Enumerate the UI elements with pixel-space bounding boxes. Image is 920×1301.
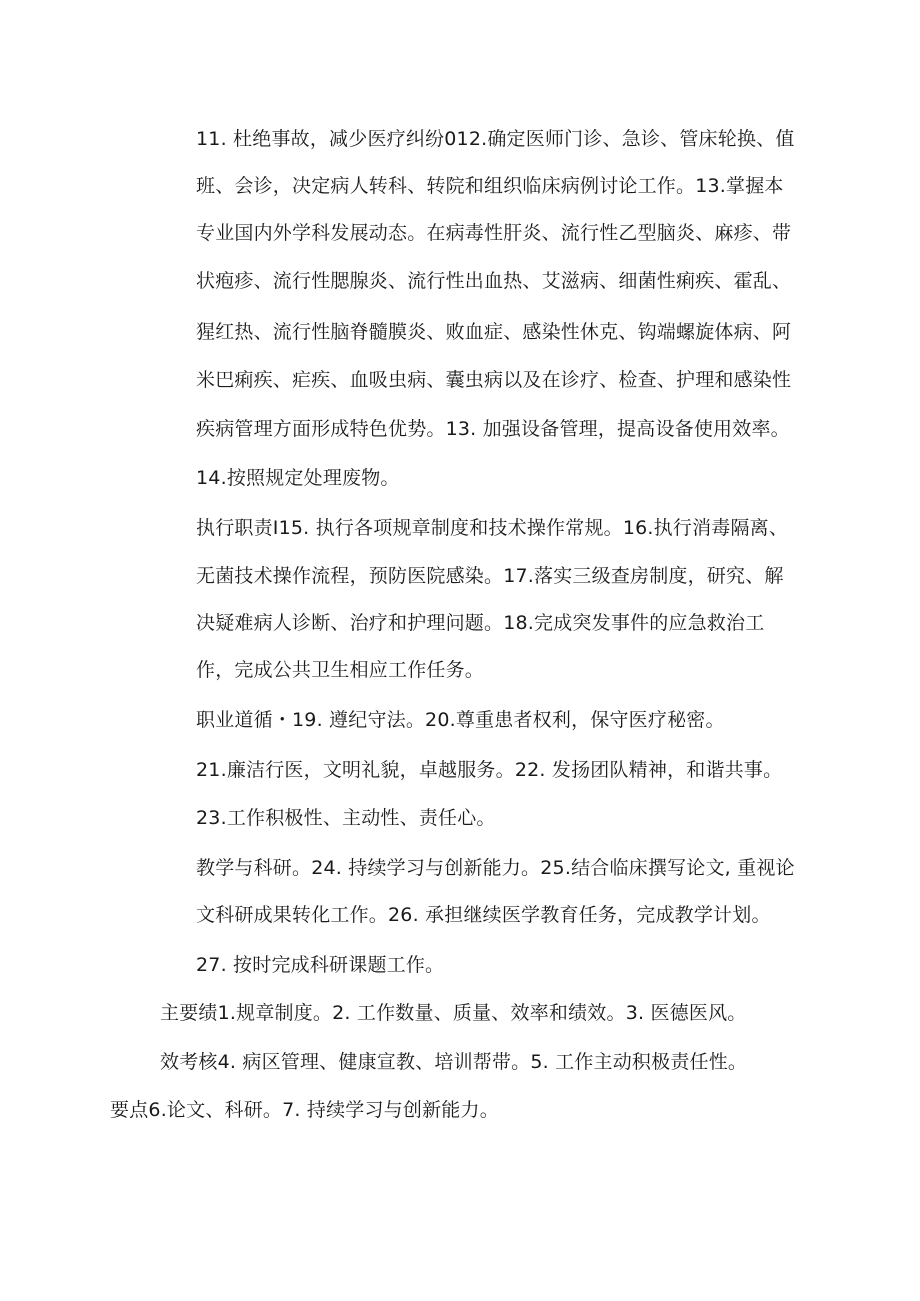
text-line: 无菌技术操作流程，预防医院感染。17.落实三级查房制度，研究、解	[196, 565, 784, 587]
text-line: 21.廉洁行医，文明礼貌，卓越服务。22. 发扬团队精神，和谐共事。	[196, 759, 783, 781]
text-line: 14.按照规定处理废物。	[196, 467, 400, 489]
text-line: 27. 按时完成科研课题工作。	[196, 954, 445, 976]
text-line: 专业国内外学科发展动态。在病毒性肝炎、流行性乙型脑炎、麻疹、带	[196, 222, 792, 244]
text-line: 执行职责I15. 执行各项规章制度和技术操作常规。16.执行消毒隔离、	[196, 517, 789, 539]
text-line: 猩红热、流行性脑脊髓膜炎、败血症、感染性休克、钩端螺旋体病、阿	[196, 321, 792, 343]
text-line: 作，完成公共卫生相应工作任务。	[196, 659, 485, 681]
text-line: 班、会诊，决定病人转科、转院和组织临床病例讨论工作。13.掌握本	[196, 175, 784, 197]
text-line: 疾病管理方面形成特色优势。13. 加强设备管理，提高设备使用效率。	[196, 418, 790, 440]
text-line: 教学与科研。24. 持续学习与创新能力。25.结合临床撰写论文, 重视论	[196, 857, 795, 879]
text-line: 23.工作积极性、主动性、责任心。	[196, 807, 496, 829]
text-line: 11. 杜绝事故，减少医疗纠纷012.确定医师门诊、急诊、管床轮换、值	[196, 128, 795, 150]
text-line: 效考核4. 病区管理、健康宣教、培训帮带。5. 工作主动积极责任性。	[160, 1051, 748, 1073]
text-line: 文科研成果转化工作。26. 承担继续医学教育任务，完成教学计划。	[196, 904, 771, 926]
text-line: 状疱疹、流行性腮腺炎、流行性出血热、艾滋病、细菌性痢疾、霍乱、	[196, 270, 792, 292]
text-line: 米巴痢疾、疟疾、血吸虫病、囊虫病以及在诊疗、检查、护理和感染性	[196, 369, 792, 391]
text-line: 要点6.论文、科研。7. 持续学习与创新能力。	[110, 1099, 499, 1121]
text-line: 主要绩1.规章制度。2. 工作数量、质量、效率和绩效。3. 医德医风。	[160, 1002, 747, 1024]
text-line: 职业道循・19. 遵纪守法。20.尊重患者权利，保守医疗秘密。	[196, 709, 725, 731]
text-line: 决疑难病人诊断、治疗和护理问题。18.完成突发事件的应急救治工	[196, 612, 765, 634]
